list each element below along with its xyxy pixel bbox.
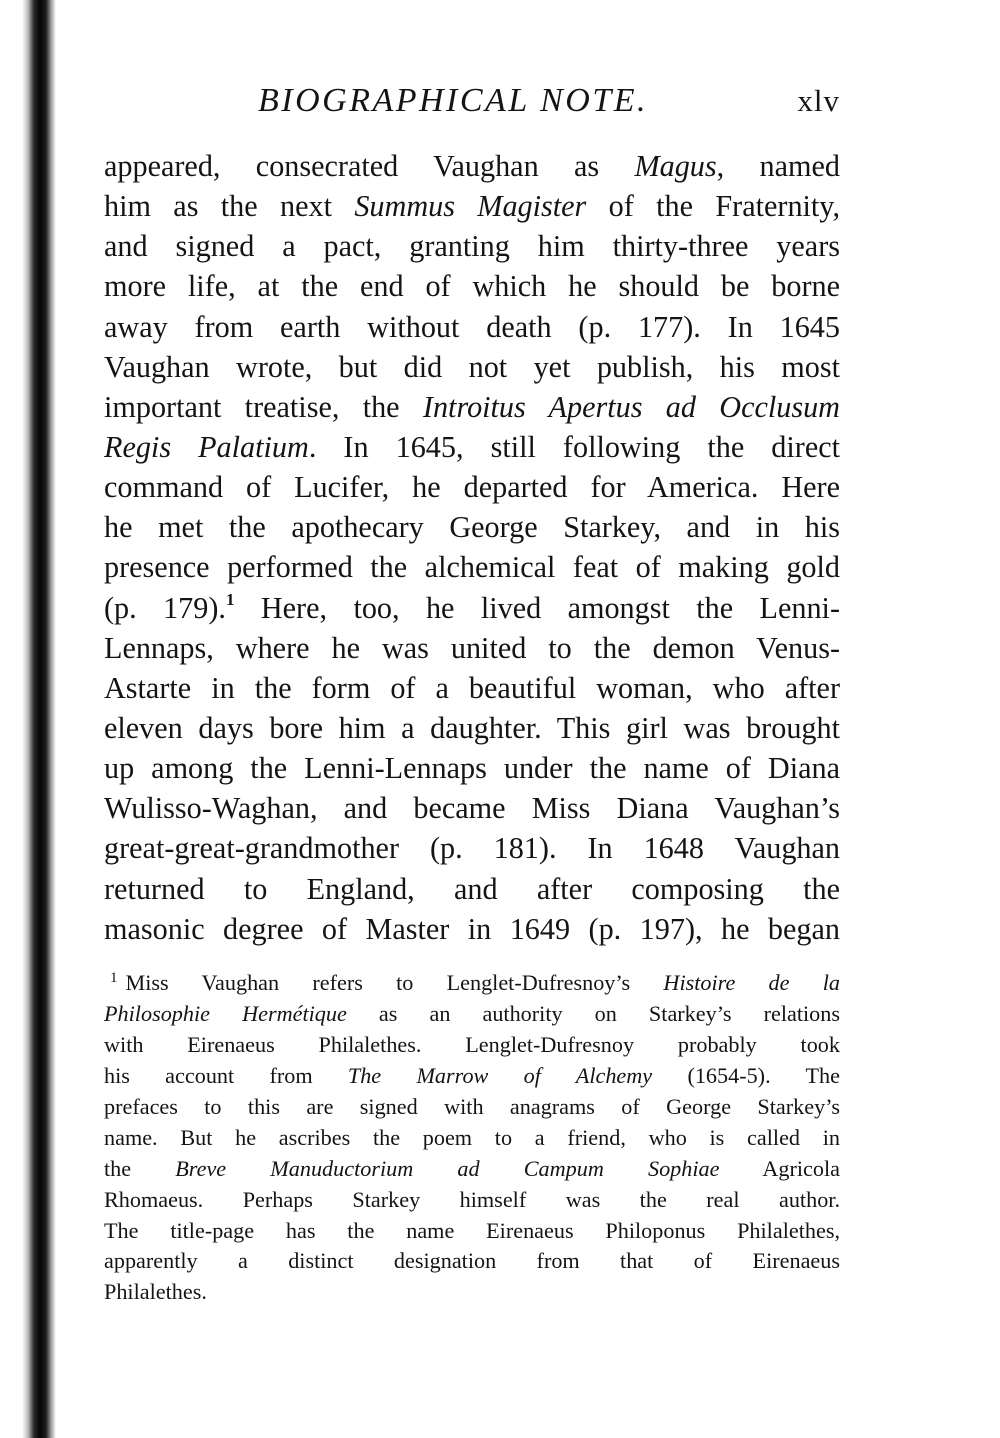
footnote-line — [104, 1092, 840, 1123]
body-line — [104, 347, 840, 387]
footnote-line — [104, 1216, 840, 1247]
text-run: Agricola — [719, 1155, 841, 1181]
text-run: away from earth without death (p. 177). In 1645 — [104, 309, 840, 344]
body-line — [104, 869, 840, 909]
text-run: eleven days bore him a daughter. This girl was brought — [104, 710, 840, 745]
text-run: appeared, consecrated Vaughan as — [104, 149, 635, 183]
body-text — [104, 146, 840, 949]
text-run: his account from — [104, 1062, 348, 1088]
italic-text: Summus Magister — [354, 189, 587, 224]
text-run: Philalethes. — [104, 1279, 207, 1305]
body-line — [104, 788, 840, 828]
footnote-line — [104, 999, 840, 1030]
italic-text: Regis Palatium — [104, 429, 309, 464]
book-spine-shadow — [0, 0, 56, 1438]
italic-text: Histoire de la — [663, 970, 840, 995]
body-line — [104, 467, 840, 507]
text-run: important treatise, the — [104, 389, 423, 424]
italic-text: Philosophie Hermétique — [104, 1000, 347, 1026]
text-run: as an authority on Starkey’s relations — [346, 1000, 840, 1026]
text-run: Lennaps, where he was united to the demon Venus- — [104, 630, 840, 665]
text-run: great-great-grandmother (p. 181). In 1648 Vaughan — [104, 831, 840, 866]
body-line — [104, 507, 840, 547]
body-line — [104, 146, 840, 186]
footnote-reference: 1 — [225, 589, 235, 609]
text-run: with Eirenaeus Philalethes. Lenglet-Dufresnoy probably took — [104, 1031, 840, 1057]
page-number: xlv — [797, 83, 840, 118]
text-run: returned to England, and after composing the — [104, 871, 840, 906]
footnote — [104, 968, 840, 1308]
footnote-line — [104, 1277, 840, 1308]
italic-text: Introitus Apertus ad Occlusum — [422, 389, 840, 424]
body-line — [104, 387, 840, 427]
body-line — [104, 226, 840, 266]
text-run: Rhomaeus. Perhaps Starkey himself was the real author. — [104, 1186, 840, 1212]
text-run: him as the next — [104, 189, 355, 224]
text-run: Astarte in the form of a beautiful woman, who after — [104, 670, 840, 705]
body-line — [104, 628, 840, 668]
footnote-line — [104, 1061, 840, 1092]
footnote-line — [104, 1030, 840, 1061]
text-run: name. But he ascribes the poem to a friend, who is called in — [104, 1124, 840, 1150]
running-title: BIOGRAPHICAL NOTE. — [258, 82, 649, 119]
body-line — [104, 668, 840, 708]
text-run: masonic degree of Master in 1649 (p. 197), he began — [104, 911, 840, 946]
text-run: of the Fraternity, — [586, 189, 840, 224]
text-run: Vaughan wrote, but did not yet publish, his most — [104, 349, 840, 384]
text-run: the — [104, 1155, 176, 1181]
text-run: command of Lucifer, he departed for America. Here — [104, 470, 840, 505]
text-run: , named — [716, 149, 840, 183]
body-line — [104, 748, 840, 788]
text-run: and signed a pact, granting him thirty-three years — [104, 229, 840, 264]
footnote-line — [104, 968, 840, 999]
body-line — [104, 708, 840, 748]
body-line — [104, 266, 840, 306]
italic-text: The Marrow of Alchemy — [347, 1062, 653, 1088]
footnote-line — [104, 1246, 840, 1277]
body-line — [104, 186, 840, 226]
body-line — [104, 588, 840, 628]
italic-text: Magus — [634, 149, 717, 183]
footnote-marker: 1 — [110, 970, 118, 986]
text-run: . In 1645, still following the direct — [308, 429, 841, 464]
text-run: up among the Lenni-Lennaps under the name of Diana — [104, 751, 840, 786]
text-run: he met the apothecary George Starkey, and in his — [104, 510, 840, 545]
footnote-line — [104, 1185, 840, 1216]
italic-text: Breve Manuductorium ad Campum Sophiae — [175, 1155, 720, 1181]
text-run: Wulisso-Waghan, and became Miss Diana Vaughan’s — [104, 791, 840, 826]
text-run: apparently a distinct designation from that of Eirenaeus — [104, 1248, 840, 1274]
text-run: The title-page has the name Eirenaeus Philoponus Philalethes, — [104, 1217, 840, 1243]
text-run: (p. 179). — [104, 590, 226, 625]
footnote-line — [104, 1123, 840, 1154]
body-line — [104, 909, 840, 949]
body-line — [104, 307, 840, 347]
text-run: prefaces to this are signed with anagrams of George Starkey’s — [104, 1093, 840, 1119]
body-line — [104, 427, 840, 467]
body-line — [104, 828, 840, 868]
text-run: (1654-5). The — [652, 1062, 840, 1088]
text-run: more life, at the end of which he should be borne — [104, 269, 840, 304]
text-run: Miss Vaughan refers to Lenglet-Dufresnoy’s — [125, 970, 664, 995]
text-run: presence performed the alchemical feat of making gold — [104, 550, 840, 585]
running-head — [104, 78, 840, 124]
text-run: Here, too, he lived amongst the Lenni- — [234, 590, 841, 625]
body-line — [104, 547, 840, 587]
footnote-line — [104, 1154, 840, 1185]
